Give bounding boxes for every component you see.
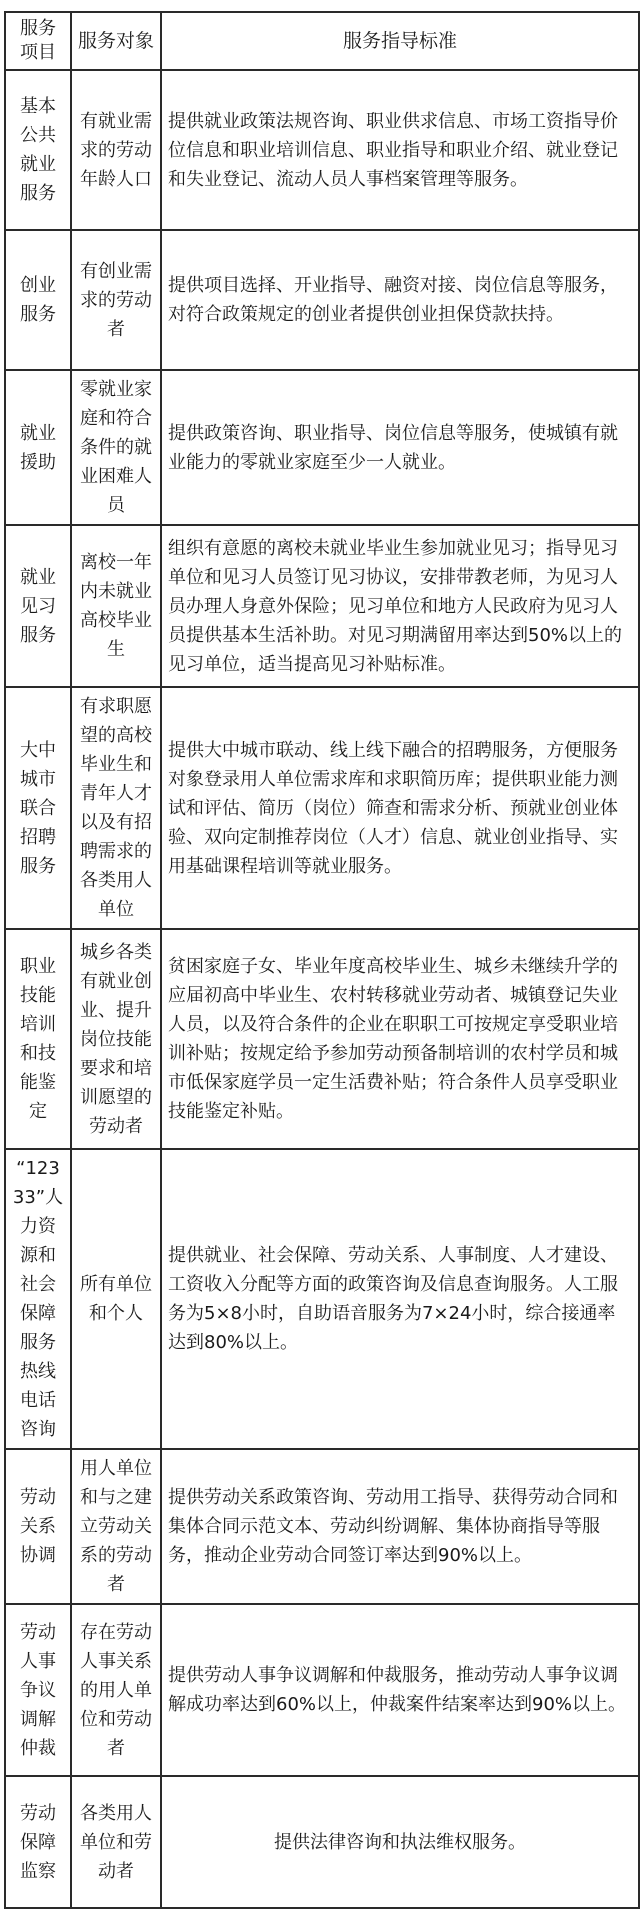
row-standard: 组织有意愿的离校未就业毕业生参加就业见习；指导见习单位和见习人员签订见习协议，安排带教老师，为见习人员办理人身意外保险；见习单位和地方人民政府为见习人员提供基本生活补助。对见习期满留用率达到50%以上的见习单位，适当提高见习补贴标准。	[161, 525, 639, 687]
row-target: 各类用人单位和劳动者	[71, 1776, 161, 1908]
row-item: 职业技能培训和技能鉴定	[5, 929, 71, 1149]
row-standard: 提供就业政策法规咨询、职业供求信息、市场工资指导价位信息和职业培训信息、职业指导和职业介绍、就业登记和失业登记、流动人员人事档案管理等服务。	[161, 70, 639, 230]
row-item: 劳动保障监察	[5, 1776, 71, 1908]
table-row	[5, 1604, 639, 1776]
row-item: 就业援助	[5, 370, 71, 525]
row-target: 所有单位和个人	[71, 1149, 161, 1449]
row-target: 城乡各类有就业创业、提升岗位技能要求和培训愿望的劳动者	[71, 929, 161, 1149]
row-target: 有就业需求的劳动年龄人口	[71, 70, 161, 230]
row-item: 大中城市联合招聘服务	[5, 687, 71, 929]
table-row	[5, 687, 639, 929]
row-standard: 提供劳动关系政策咨询、劳动用工指导、获得劳动合同和集体合同示范文本、劳动纠纷调解、集体协商指导等服务，推动企业劳动合同签订率达到90%以上。	[161, 1449, 639, 1604]
header-item: 服务项目	[5, 12, 71, 70]
row-standard: 提供政策咨询、职业指导、岗位信息等服务，使城镇有就业能力的零就业家庭至少一人就业。	[161, 370, 639, 525]
row-item: 基本公共就业服务	[5, 70, 71, 230]
row-target: 用人单位和与之建立劳动关系的劳动者	[71, 1449, 161, 1604]
row-item: 就业见习服务	[5, 525, 71, 687]
row-item: 创业服务	[5, 230, 71, 370]
row-standard: 提供大中城市联动、线上线下融合的招聘服务，方便服务对象登录用人单位需求库和求职简历库；提供职业能力测试和评估、简历（岗位）筛查和需求分析、预就业创业体验、双向定制推荐岗位（人才）信息、就业创业指导、实用基础课程培训等就业服务。	[161, 687, 639, 929]
header-row	[5, 12, 639, 70]
row-standard: 提供项目选择、开业指导、融资对接、岗位信息等服务，对符合政策规定的创业者提供创业担保贷款扶持。	[161, 230, 639, 370]
row-item: 劳动人事争议调解仲裁	[5, 1604, 71, 1776]
table-row	[5, 1449, 639, 1604]
header-target: 服务对象	[71, 12, 161, 70]
table-row	[5, 370, 639, 525]
row-target: 零就业家庭和符合条件的就业困难人员	[71, 370, 161, 525]
table-row	[5, 230, 639, 370]
row-target: 存在劳动人事关系的用人单位和劳动者	[71, 1604, 161, 1776]
table-row	[5, 1776, 639, 1908]
row-target: 有创业需求的劳动者	[71, 230, 161, 370]
table-row	[5, 1149, 639, 1449]
row-standard: 提供劳动人事争议调解和仲裁服务，推动劳动人事争议调解成功率达到60%以上，仲裁案件结案率达到90%以上。	[161, 1604, 639, 1776]
row-standard: 提供就业、社会保障、劳动关系、人事制度、人才建设、工资收入分配等方面的政策咨询及信息查询服务。人工服务为5×8小时，自助语音服务为7×24小时，综合接通率达到80%以上。	[161, 1149, 639, 1449]
table-row	[5, 70, 639, 230]
service-standards-table	[4, 11, 640, 1909]
header-standard: 服务指导标准	[161, 12, 639, 70]
row-target: 离校一年内未就业高校毕业生	[71, 525, 161, 687]
row-standard: 提供法律咨询和执法维权服务。	[161, 1776, 639, 1908]
table-row	[5, 929, 639, 1149]
row-item: “12333”人力资源和社会保障服务热线电话咨询	[5, 1149, 71, 1449]
row-target: 有求职愿望的高校毕业生和青年人才以及有招聘需求的各类用人单位	[71, 687, 161, 929]
row-item: 劳动关系协调	[5, 1449, 71, 1604]
table-row	[5, 525, 639, 687]
row-standard: 贫困家庭子女、毕业年度高校毕业生、城乡未继续升学的应届初高中毕业生、农村转移就业劳动者、城镇登记失业人员，以及符合条件的企业在职职工可按规定享受职业培训补贴；按规定给予参加劳动预备制培训的农村学员和城市低保家庭学员一定生活费补贴；符合条件人员享受职业技能鉴定补贴。	[161, 929, 639, 1149]
